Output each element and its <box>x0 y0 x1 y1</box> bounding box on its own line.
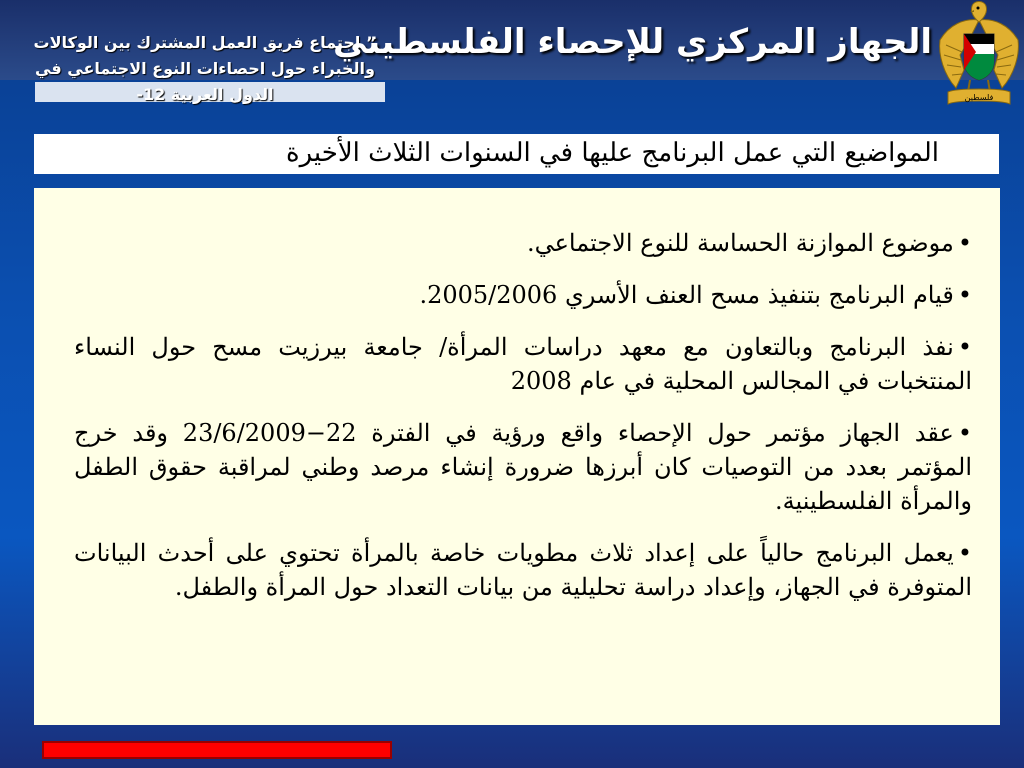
bullet-text: يعمل البرنامج حالياً على إعداد ثلاث مطويات خاصة بالمرأة تحتوي على أحدث البيانات المتوفرة في الجهاز، وإعداد دراسة تحليلية من بيانات التعداد حول المرأة والطفل. <box>74 539 972 601</box>
bullet-icon: • <box>957 229 972 257</box>
meeting-title: ” اجتماع فريق العمل المشترك بين الوكالات والخبراء حول احصاءات النوع الاجتماعي في الدول العربية 12- <box>33 33 377 104</box>
emblem-graphic <box>934 0 1024 110</box>
bullet-item <box>74 226 972 260</box>
bullet-icon: • <box>957 539 972 567</box>
bullet-item <box>74 536 972 604</box>
bullet-list <box>74 226 972 604</box>
bullet-icon: • <box>957 281 972 309</box>
footer-accent-bar <box>42 741 392 759</box>
bullet-text: موضوع الموازنة الحساسة للنوع الاجتماعي. <box>526 229 954 257</box>
bullet-text: نفذ البرنامج وبالتعاون مع معهد دراسات المرأة/ جامعة بيرزيت مسح حول النساء المنتخبات في المجالس المحلية في عام 2008 <box>74 333 972 395</box>
organization-title: الجهاز المركزي للإحصاء الفلسطيني <box>332 22 932 62</box>
palestine-emblem-icon <box>934 0 1024 110</box>
bullet-text: قيام البرنامج بتنفيذ مسح العنف الأسري 2005/2006. <box>419 281 954 309</box>
bullet-text: عقد الجهاز مؤتمر حول الإحصاء واقع ورؤية في الفترة 22−23/6/2009 وقد خرج المؤتمر بعدد من التوصيات كان أبرزها ضرورة إنشاء مرصد وطني لمراقبة حقوق الطفل والمرأة الفلسطينية. <box>74 419 972 515</box>
bullet-item <box>74 416 972 518</box>
bullet-icon: • <box>957 333 972 361</box>
emblem-caption: فلسطين <box>964 93 994 102</box>
bullet-icon: • <box>957 419 972 447</box>
bullet-item <box>74 278 972 312</box>
subtitle-bar <box>34 134 999 174</box>
content-box <box>34 188 1000 725</box>
bullet-item <box>74 330 972 398</box>
slide-subtitle: المواضيع التي عمل البرنامج عليها في السنوات الثلاث الأخيرة <box>285 138 939 168</box>
